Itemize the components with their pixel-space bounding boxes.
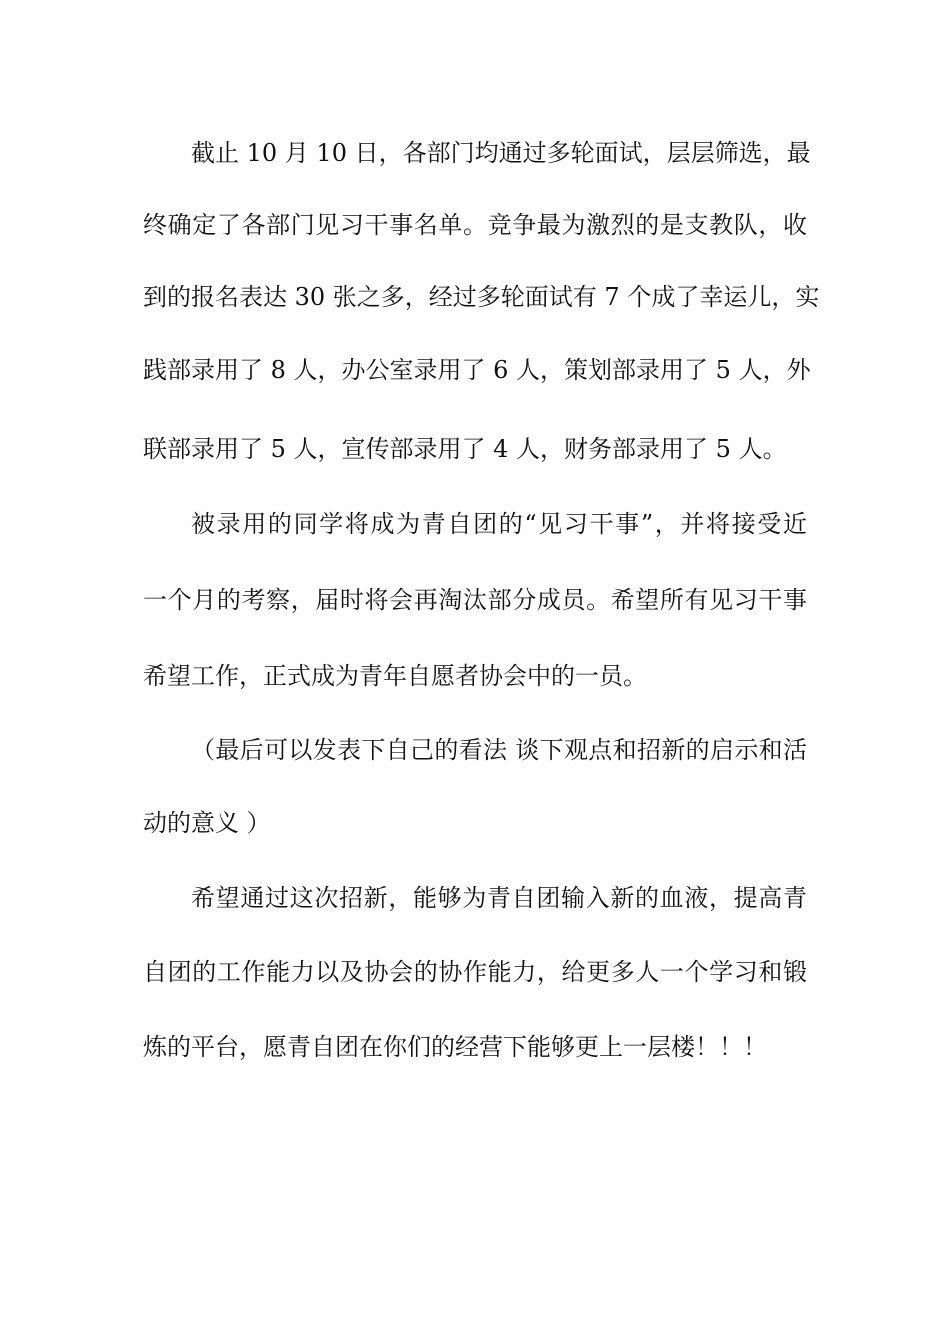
paragraph-3-line-1: （最后可以发表下自己的看法 谈下观点和招新的启示和活: [191, 736, 807, 764]
paragraph-4-line-1: 希望通过这次招新，能够为青自团输入新的血液，提高青: [191, 884, 807, 912]
paragraph-3-line-2: 动的意义 ）: [143, 809, 271, 837]
paragraph-2-line-2: 一个月的考察，届时将会再淘汰部分成员。希望所有见习干事: [143, 586, 807, 614]
paragraph-1-line-5: 联部录用了 5 人，宣传部录用了 4 人，财务部录用了 5 人。: [143, 435, 787, 463]
paragraph-1-line-1: 截止 10 月 10 日，各部门均通过多轮面试，层层筛选，最: [191, 139, 811, 167]
paragraph-2-line-3: 希望工作，正式成为青年自愿者协会中的一员。: [143, 662, 647, 690]
paragraph-4-line-3: 炼的平台，愿青自团在你们的经营下能够更上一层楼！！！: [143, 1033, 767, 1061]
paragraph-4-line-2: 自团的工作能力以及协会的协作能力，给更多人一个学习和锻: [143, 958, 807, 986]
paragraph-1-line-2: 终确定了各部门见习干事名单。竞争最为激烈的是支教队，收: [143, 211, 807, 239]
paragraph-2-line-1: 被录用的同学将成为青自团的“见习干事”，并将接受近: [191, 510, 807, 538]
paragraph-1-line-3: 到的报名表达 30 张之多，经过多轮面试有 7 个成了幸运儿，实: [143, 283, 820, 311]
paragraph-1-line-4: 践部录用了 8 人，办公室录用了 6 人，策划部录用了 5 人，外: [143, 356, 811, 384]
